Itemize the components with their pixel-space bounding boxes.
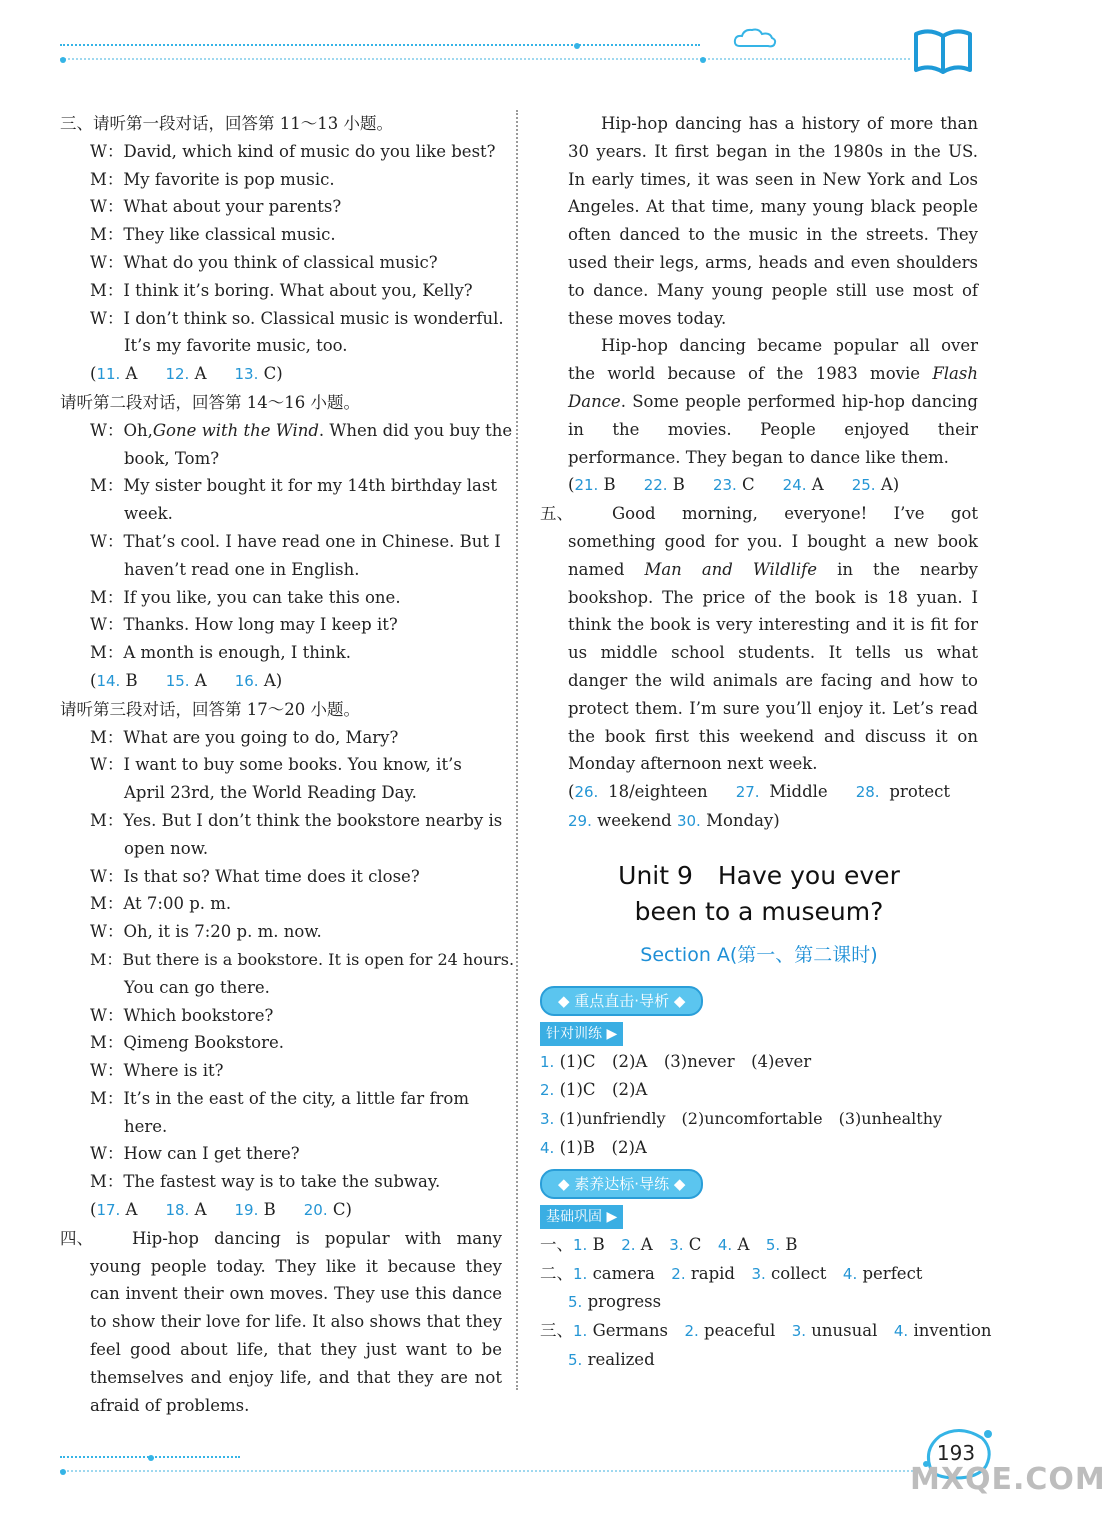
passage-paragraph-2: Hip-hop dancing became popular all over the world because of the 1983 movie Flash Dance. Some people performed hip-hop dancing in the movies. People enjoyed their performance. They began to dance like them.	[568, 336, 978, 467]
answer-row: 一、1. B 2. A 3. C 4. A 5. B	[540, 1234, 798, 1254]
dialogue-line: M：My sister bought it for my 14th birthday last	[90, 476, 497, 496]
section-banner: ◆ 素养达标·导练 ◆	[540, 1169, 703, 1199]
dialogue-line-cont: open now.	[124, 838, 209, 858]
dialogue-line: M：A month is enough, I think.	[90, 643, 352, 663]
dialogue-line-cont: week.	[124, 504, 173, 524]
dialogue-line: W：Which bookstore?	[90, 1005, 274, 1025]
dialogue-2	[60, 417, 513, 696]
dialogue-3-heading: 请听第三段对话，回答第 17～20 小题。	[60, 699, 360, 719]
dialogue-line: M：If you like, you can take this one.	[90, 587, 401, 607]
header-dot	[700, 57, 706, 63]
answer-row: 三、1. Germans 2. peaceful 3. unusual 4. invention	[540, 1321, 992, 1341]
dialogue-line: M：They like classical music.	[90, 225, 336, 245]
answer-line: (11. A 12. A 13. C)	[90, 364, 283, 384]
section-title: Section A(第一、第二课时)	[640, 943, 878, 966]
answer-line: (21. B 22. B 23. C 24. A 25. A)	[568, 475, 900, 495]
dialogue-line: M：What are you going to do, Mary?	[90, 727, 399, 747]
open-book-icon	[912, 26, 974, 78]
dialogue-line: M：My favorite is pop music.	[90, 169, 335, 189]
dialogue-line: M：Yes. But I don’t think the bookstore nearby is	[90, 810, 503, 830]
answer-row: 二、1. camera 2. rapid 3. collect 4. perfect	[540, 1263, 923, 1283]
section-4-text: Hip-hop dancing is popular with many young people today. They like it because they can invent their own moves. They use this dance to show their love for life. It also shows that they feel good about life, that they just want to be themselves and enjoy life, and that they are not afraid of problems.	[90, 1228, 502, 1415]
dialogue-line: W：How can I get there?	[90, 1144, 300, 1164]
answer-row: 1. (1)C (2)A (3)never (4)ever	[540, 1051, 812, 1071]
answer-line: (26. 18/eighteen 27. Middle 28. protect29. weekend 30. Monday)	[568, 782, 951, 830]
section-5	[540, 500, 978, 778]
dialogue-line: W：I don’t think so. Classical music is wonderful.	[90, 308, 504, 328]
dialogue-line: W：What do you think of classical music?	[90, 252, 438, 272]
section-3-heading: 三、请听第一段对话，回答第 11～13 小题。	[60, 114, 393, 133]
dialogue-2-heading: 请听第二段对话，回答第 14～16 小题。	[60, 392, 360, 412]
dialogue-line: M：It’s in the east of the city, a little far from	[90, 1088, 470, 1108]
dialogue-line: W：Where is it?	[90, 1061, 224, 1081]
section-4-label: 四、	[60, 1228, 93, 1248]
dialogue-line: W：Thanks. How long may I keep it?	[90, 615, 398, 635]
exercise-block	[540, 980, 992, 1375]
subsection-tag: 基础巩固 ▶	[540, 1205, 623, 1229]
dialogue-line-cont: It’s my favorite music, too.	[124, 336, 348, 356]
column-divider	[516, 110, 518, 1390]
dialogue-line: W：What about your parents?	[90, 197, 342, 217]
answer-row: 4. (1)B (2)A	[540, 1137, 647, 1157]
right-column	[540, 110, 992, 1375]
dialogue-line: M：At 7:00 p. m.	[90, 894, 232, 914]
passage-paragraph-1: Hip-hop dancing has a history of more than 30 years. It first began in the 1980s in the US. In early times, it was seen in New York and Los Angeles. At that time, many young black people often danced to the music in the streets. They used their legs, arms, heads and even shoulders to dance. Many young people still use most of these moves today.	[568, 114, 978, 328]
dialogue-3	[60, 724, 515, 1225]
footer-dot	[148, 1455, 154, 1461]
section-banner: ◆ 重点直击·导析 ◆	[540, 986, 703, 1016]
dialogue-line: W：Is that so? What time does it close?	[90, 866, 420, 886]
left-column	[60, 110, 515, 1419]
answer-row-cont: 5. progress	[568, 1292, 662, 1312]
dialogue-line: M：The fastest way is to take the subway.	[90, 1172, 441, 1192]
header-dot	[574, 43, 580, 49]
answer-row-cont: 5. realized	[568, 1349, 655, 1369]
section-5-label: 五、	[540, 504, 573, 524]
cloud-icon	[732, 26, 778, 50]
dialogue-line: W：Oh, it is 7:20 p. m. now.	[90, 922, 322, 942]
footer-dotted-line-light	[60, 1470, 920, 1472]
dialogue-line: M：But there is a bookstore. It is open for 24 hours.	[90, 949, 515, 969]
header-dot	[60, 57, 66, 63]
header-dotted-line-light	[60, 58, 910, 60]
section-5-text: Good morning, everyone! I’ve got something good for you. I bought a new book named Man and Wildlife in the nearby bookshop. The price of the book is 18 yuan. I think the book is very interesting and it is fit for us middle school students. It tells us what danger the wild animals are facing and how to protect them. I’m sure you’ll enjoy it. Let’s read the book first this weekend and discuss it on Monday afternoon next week.	[568, 504, 978, 774]
answer-row: 2. (1)C (2)A	[540, 1080, 648, 1100]
answer-row: 3. (1)unfriendly (2)uncomfortable (3)unhealthy	[540, 1109, 943, 1129]
watermark: MXQE.COM	[910, 1462, 1106, 1497]
dialogue-line-cont: You can go there.	[124, 977, 270, 997]
header-dotted-line	[60, 44, 700, 46]
dialogue-line: M：Qimeng Bookstore.	[90, 1033, 284, 1053]
page-number: 193	[936, 1441, 976, 1465]
dialogue-1	[60, 138, 502, 389]
section-4	[60, 1225, 502, 1420]
answer-line: (14. B 15. A 16. A)	[90, 670, 283, 690]
unit-title: Unit 9 Have you ever been to a museum?	[618, 860, 900, 926]
footer-dot	[60, 1469, 66, 1475]
dialogue-line: W：I want to buy some books. You know, it’s	[90, 755, 462, 775]
dialogue-line: W：Oh,Gone with the Wind. When did you buy the	[90, 420, 513, 440]
dialogue-line-cont: haven’t read one in English.	[124, 559, 360, 579]
dialogue-line-cont: here.	[124, 1116, 168, 1136]
dialogue-line: W：That’s cool. I have read one in Chinese. But I	[90, 531, 501, 551]
subsection-tag: 针对训练 ▶	[540, 1022, 623, 1046]
dialogue-line-cont: book, Tom?	[124, 448, 220, 468]
dialogue-line: W：David, which kind of music do you like best?	[90, 141, 496, 161]
dialogue-line-cont: April 23rd, the World Reading Day.	[124, 783, 417, 803]
answer-line: (17. A 18. A 19. B 20. C)	[90, 1200, 352, 1220]
dialogue-line: M：I think it’s boring. What about you, Kelly?	[90, 280, 473, 300]
